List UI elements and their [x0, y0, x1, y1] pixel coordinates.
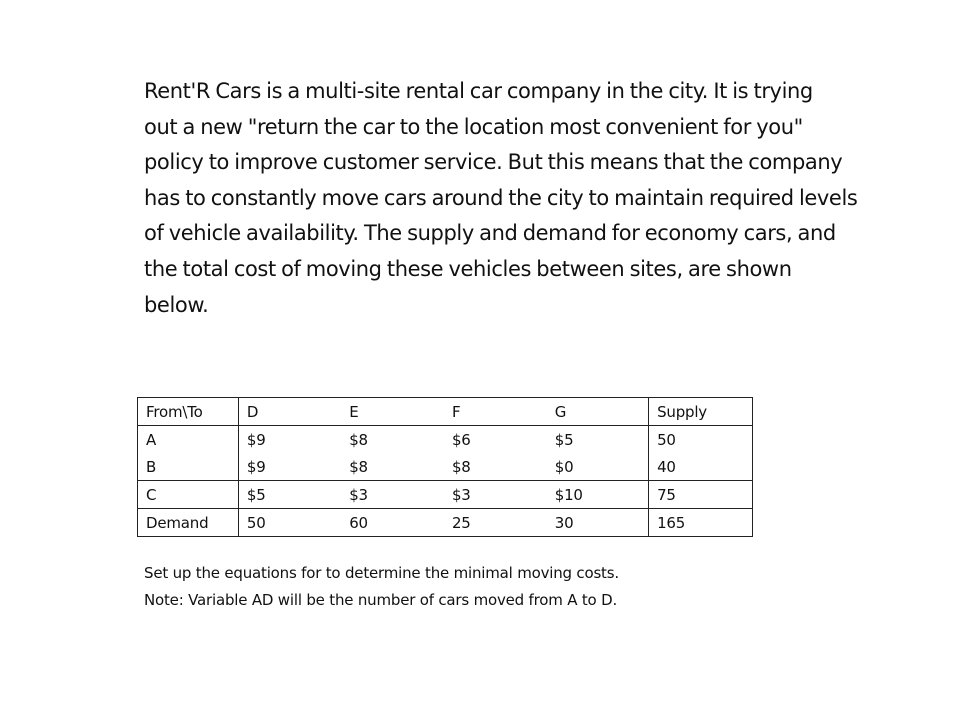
- table-cell: $3: [444, 481, 547, 509]
- header-cell-supply: Supply: [649, 398, 753, 426]
- table-row-b: [138, 453, 753, 481]
- table-cell: $5: [238, 481, 341, 509]
- instruction-line: Set up the equations for to determine the minimal moving costs.: [144, 564, 619, 582]
- table-cell: $8: [444, 453, 547, 481]
- table-row-a: [138, 426, 753, 454]
- demand-cell: 25: [444, 509, 547, 537]
- table-cell: $5: [547, 426, 649, 454]
- intro-line: has to constantly move cars around the city to maintain required levels: [144, 185, 858, 210]
- row-label: Demand: [138, 509, 239, 537]
- intro-line: Rent'R Cars is a multi-site rental car company in the city. It is trying: [144, 79, 813, 103]
- instructions: [144, 560, 619, 614]
- cost-table: [137, 397, 753, 537]
- row-label: B: [138, 453, 239, 481]
- header-cell-f: F: [444, 398, 547, 426]
- table-cell: $0: [547, 453, 649, 481]
- table-row-demand: [138, 509, 753, 537]
- header-cell-d: D: [238, 398, 341, 426]
- header-cell-e: E: [341, 398, 444, 426]
- table-cell: $6: [451, 430, 471, 449]
- supply-cell: 75: [649, 481, 753, 509]
- intro-paragraph: [144, 74, 896, 323]
- row-label: C: [138, 481, 239, 509]
- demand-cell: 60: [341, 509, 444, 537]
- supply-cell: 40: [649, 453, 753, 481]
- table-cell: $3: [341, 481, 444, 509]
- table-cell: $10: [547, 481, 649, 509]
- intro-line: below.: [144, 292, 209, 317]
- total-cell: 165: [649, 509, 753, 537]
- table-cell: $8: [349, 430, 368, 449]
- demand-cell: 50: [238, 509, 341, 537]
- header-cell-from-to: From\To: [138, 398, 239, 426]
- intro-line: of vehicle availability. The supply and demand for economy cars, and: [144, 221, 836, 246]
- header-cell-g: G: [547, 398, 649, 426]
- table-header-row: [138, 398, 753, 426]
- note-line: Note: Variable AD will be the number of cars moved from A to D.: [144, 591, 618, 609]
- demand-cell: 30: [547, 509, 649, 537]
- table-cell: $9: [238, 426, 341, 454]
- intro-line: the total cost of moving these vehicles between sites, are shown: [144, 256, 792, 281]
- table-cell: $9: [238, 453, 341, 481]
- intro-line: out a new "return the car to the location most convenient for you": [144, 114, 803, 139]
- table-row-c: [138, 481, 753, 509]
- intro-line: policy to improve customer service. But this means that the company: [144, 150, 843, 175]
- supply-cell: 50: [649, 426, 753, 454]
- row-label: A: [138, 426, 239, 454]
- table-cell: $8: [341, 453, 444, 481]
